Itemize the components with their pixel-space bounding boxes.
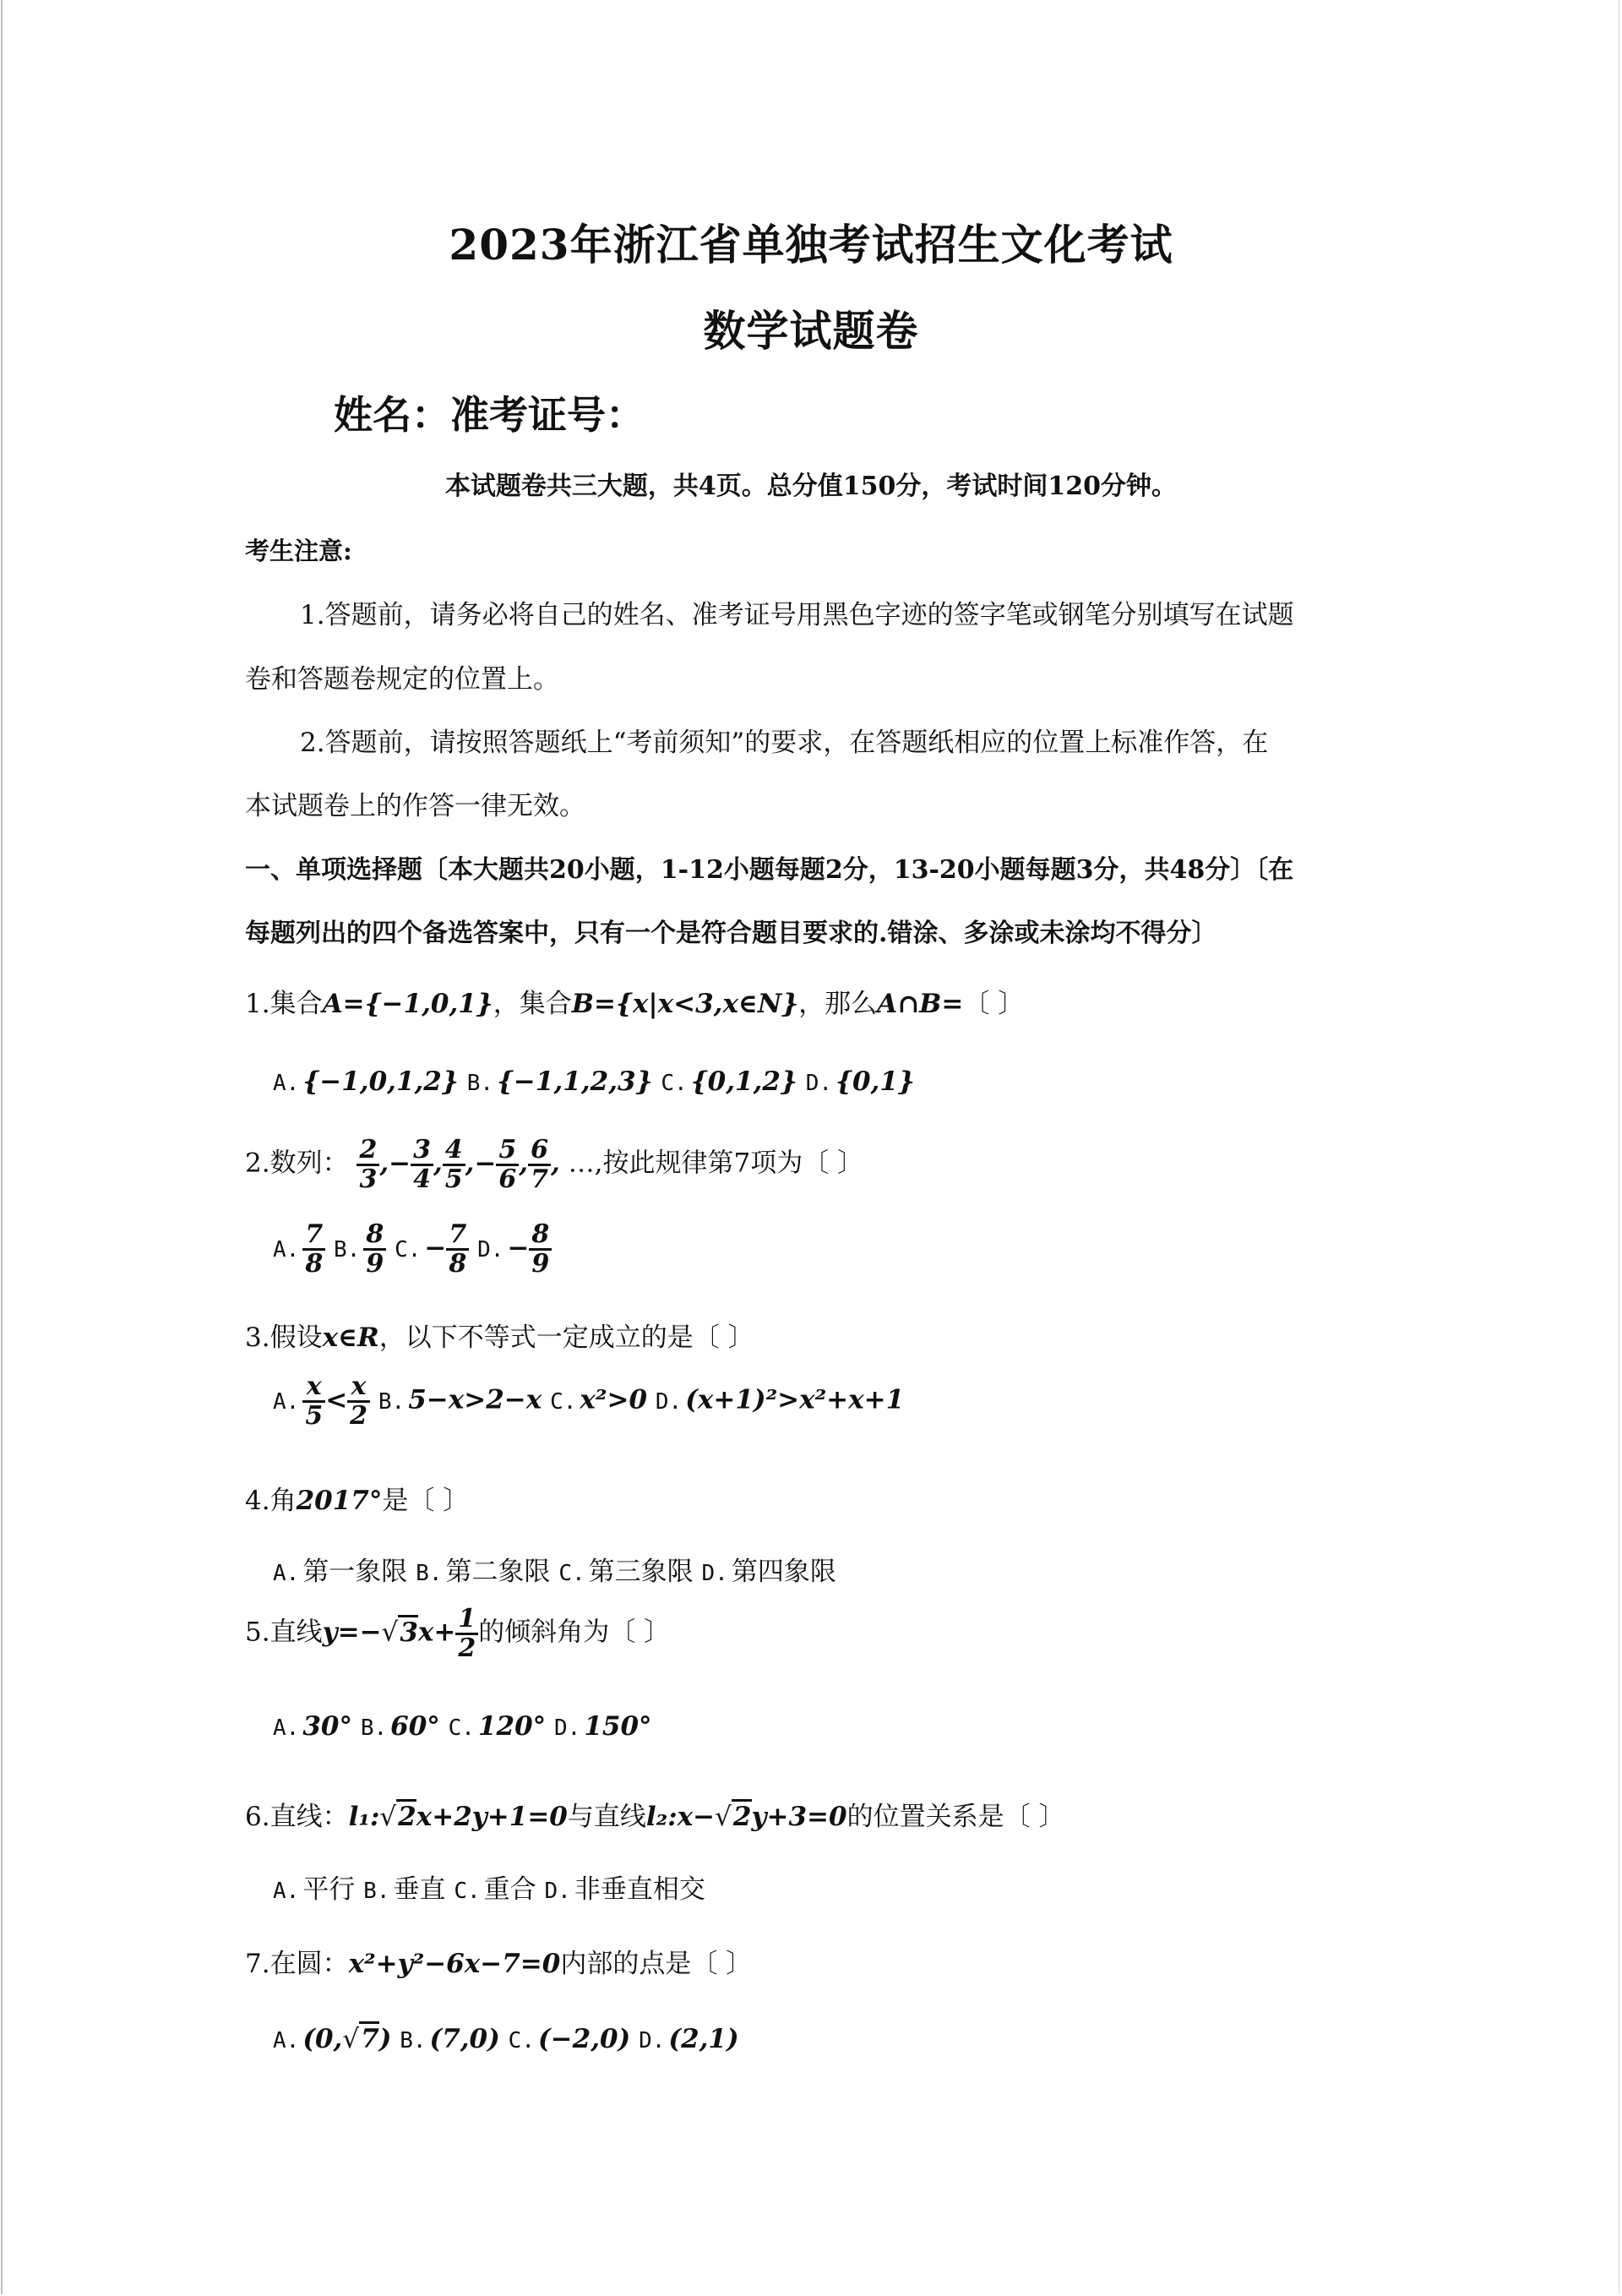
q2-term-5-numerator: 6 <box>528 1137 551 1166</box>
q6-number: 6. <box>245 1802 270 1832</box>
q2-option-b-value <box>363 1219 386 1279</box>
q3-number: 3. <box>245 1323 270 1353</box>
q3-option-d-letter: D. <box>655 1388 683 1415</box>
q2-option-d-value-fraction <box>529 1221 552 1277</box>
q5-text-1: 直线 <box>269 1617 323 1648</box>
q4-angle: 2017° <box>296 1486 383 1516</box>
q2-term-2 <box>389 1135 433 1194</box>
q2-term-4 <box>474 1135 519 1194</box>
q5-fraction: $\frac{1}{2}$ <box>455 1606 478 1661</box>
q2-option-a-value-fraction <box>302 1221 325 1277</box>
q6-text-1: 直线： <box>269 1802 349 1832</box>
question-1 <box>245 982 1024 1020</box>
q5-eq-root: 3 <box>398 1615 418 1648</box>
q6-line-2-root: 2 <box>732 1799 752 1832</box>
q2-option-b-value-denominator: 9 <box>366 1248 384 1279</box>
q7-answer-paren: 〔 〕 <box>691 1949 753 1979</box>
q2-option-c-value-fraction <box>446 1221 469 1277</box>
q3-a-fraction-1: $\frac{x}{5}$ <box>302 1373 325 1429</box>
q2-option-d-letter: D. <box>477 1236 504 1263</box>
q3-option-c: x²>0 <box>580 1384 648 1415</box>
note-2-line-2: 本试题卷上的作答一律无效。 <box>245 791 585 821</box>
q2-option-d-value-sign: − <box>507 1232 530 1263</box>
q2-term-3-numerator: 4 <box>443 1137 465 1166</box>
q3-option-a <box>302 1372 370 1431</box>
question-5: 5.直线y=−√3x+ $\frac{1}{2}$ 的倾斜角为〔 〕 <box>245 1604 671 1663</box>
q1-option-a-letter: A. <box>273 1071 300 1096</box>
q4-option-a: 第一象限 <box>302 1557 408 1587</box>
q1-option-a: {−1,0,1,2} <box>302 1066 459 1097</box>
q4-option-b: 第二象限 <box>445 1557 551 1587</box>
question-2 <box>245 1137 863 1192</box>
q3-answer-paren: 〔 〕 <box>693 1323 754 1353</box>
q2-term-4-fraction <box>496 1137 519 1192</box>
q6-line-1-root: 2 <box>396 1799 416 1832</box>
q6-line-2-rest: y+3=0 <box>751 1802 847 1832</box>
q7-text-1: 在圆： <box>269 1949 349 1979</box>
q3-options <box>273 1373 904 1429</box>
q5-option-b: 60° <box>390 1711 440 1742</box>
q2-term-5-fraction <box>528 1137 551 1192</box>
q6-line-2-name: l₂ <box>645 1802 668 1832</box>
q2-term-1-fraction <box>357 1137 379 1192</box>
q4-answer-paren: 〔 〕 <box>408 1486 470 1516</box>
q2-comma: , <box>550 1148 560 1179</box>
q6-text-3: 的位置关系是 <box>846 1802 1004 1832</box>
q2-term-1 <box>357 1135 379 1194</box>
q5-option-c: 120° <box>477 1711 547 1742</box>
q3-condition: x∈R <box>322 1323 379 1353</box>
q1-text-2: ，集合 <box>493 989 572 1019</box>
q7-option-c: (−2,0) <box>537 2024 631 2054</box>
q7-option-c-letter: C. <box>508 2028 535 2053</box>
q6-option-d: 非垂直相交 <box>574 1874 705 1905</box>
q1-option-c: {0,1,2} <box>690 1066 797 1097</box>
q4-option-d-letter: D. <box>701 1561 728 1586</box>
q7-option-a-letter: A. <box>273 2028 300 2053</box>
q2-comma: , <box>379 1148 389 1179</box>
exam-summary: 本试题卷共三大题，共4页。总分值150分，考试时间120分钟。 <box>444 472 1178 501</box>
q1-set-a: A={−1,0,1} <box>322 989 493 1019</box>
q2-option-c-value-denominator: 8 <box>449 1248 467 1279</box>
note-1-line-2: 卷和答题卷规定的位置上。 <box>245 664 559 695</box>
q2-option-a-value-denominator: 8 <box>305 1248 324 1279</box>
q6-option-b-letter: B. <box>363 1879 390 1904</box>
q2-comma: , <box>433 1148 443 1179</box>
q3-text-2: ，以下不等式一定成立的是 <box>378 1323 694 1353</box>
q1-option-c-letter: C. <box>661 1071 688 1096</box>
q2-term-3 <box>443 1135 465 1194</box>
q3-a-fraction-2: $\frac{x}{2}$ <box>347 1373 370 1429</box>
q2-option-c-value-sign: − <box>424 1232 447 1263</box>
q2-option-c <box>424 1219 469 1279</box>
q1-answer-paren: 〔 〕 <box>963 989 1025 1019</box>
q2-text-1: 数列： <box>269 1148 349 1179</box>
q2-option-d-value <box>507 1219 552 1279</box>
q2-text-2: …,按此规律第7项为 <box>568 1148 803 1179</box>
exam-title: 2023年浙江省单独考试招生文化考试 <box>449 220 1173 270</box>
q6-options <box>273 1868 705 1906</box>
q2-option-d <box>507 1219 552 1279</box>
question-6: 6.直线：l₁:√2x+2y+1=0与直线l₂:x−√2y+3=0的位置关系是〔 〕 <box>245 1795 1064 1833</box>
q2-option-a-value-numerator: 7 <box>302 1221 325 1251</box>
q3-a-operator: < <box>325 1384 348 1415</box>
q1-text-1: 集合 <box>269 989 323 1019</box>
q1-text-3: ，那么 <box>798 989 878 1019</box>
q5-option-a-letter: A. <box>273 1715 300 1741</box>
section-1-heading-line-2: 每题列出的四个备选答案中，只有一个是符合题目要求的.错涂、多涂或未涂均不得分〕 <box>245 919 1217 948</box>
note-2-line-1: 2.答题前，请按照答题纸上“考前须知”的要求，在答题纸相应的位置上标准作答，在 <box>300 728 1269 758</box>
q2-term-5-denominator: 7 <box>531 1164 548 1194</box>
q2-term-1-numerator: 2 <box>357 1137 379 1166</box>
q4-option-b-letter: B. <box>416 1561 443 1586</box>
q5-text-2: 的倾斜角为 <box>478 1617 610 1648</box>
q3-text-1: 假设 <box>269 1323 323 1353</box>
q2-term-2-sign: − <box>389 1148 411 1179</box>
q2-term-2-numerator: 3 <box>411 1137 433 1166</box>
q2-option-a-letter: A. <box>273 1236 300 1263</box>
q2-term-1-denominator: 3 <box>359 1164 378 1194</box>
q7-option-d: (2,1) <box>668 2024 739 2054</box>
q5-options <box>273 1711 652 1742</box>
q2-term-5 <box>528 1135 551 1194</box>
question-7 <box>245 1942 752 1980</box>
q1-set-b: B={x|x<3,x∈N} <box>571 989 799 1019</box>
q4-option-c-letter: C. <box>558 1561 585 1586</box>
q4-option-d: 第四象限 <box>731 1557 836 1587</box>
q2-term-4-sign: − <box>474 1148 497 1179</box>
q1-option-b: {−1,1,2,3} <box>497 1066 653 1097</box>
notes-heading: 考生注意: <box>245 537 352 565</box>
q5-option-b-letter: B. <box>360 1715 388 1741</box>
q6-line-1-rest: x+2y+1=0 <box>416 1802 568 1832</box>
section-1-heading-line-1: 一、单项选择题〔本大题共20小题，1-12小题每题2分，13-20小题每题3分，共48分〕〔在 <box>245 855 1294 885</box>
q4-text-2: 是 <box>382 1486 409 1516</box>
q7-option-a: (0,√7) <box>302 2021 391 2054</box>
q3-option-d: (x+1)²>x²+x+1 <box>685 1384 905 1415</box>
q3-option-b: 5−x>2−x <box>408 1384 542 1415</box>
q2-options <box>273 1221 552 1277</box>
note-1-line-1: 1.答题前，请务必将自己的姓名、准考证号用黑色字迹的签字笔或钢笔分别填写在试题 <box>300 600 1294 630</box>
q4-number: 4. <box>245 1486 270 1516</box>
q5-option-d-letter: D. <box>554 1715 581 1741</box>
q6-option-b: 垂直 <box>393 1874 446 1905</box>
q2-option-a-value <box>302 1219 325 1279</box>
q2-term-2-denominator: 4 <box>413 1164 431 1194</box>
q2-option-c-value <box>424 1219 469 1279</box>
q2-option-b-value-numerator: 8 <box>363 1221 386 1251</box>
q5-eq-pre: y=− <box>322 1617 382 1648</box>
q2-number: 2. <box>245 1148 270 1179</box>
q2-option-b <box>363 1219 386 1279</box>
q2-option-a <box>302 1219 325 1279</box>
q2-term-3-fraction <box>443 1137 465 1192</box>
q1-option-b-letter: B. <box>466 1071 493 1096</box>
q2-term-3-denominator: 5 <box>444 1164 463 1194</box>
q7-option-b: (7,0) <box>429 2024 500 2054</box>
q6-text-2: 与直线 <box>567 1802 646 1832</box>
q1-option-d-letter: D. <box>805 1071 833 1096</box>
q6-option-c: 重合 <box>483 1874 536 1905</box>
q2-option-c-value-numerator: 7 <box>446 1221 469 1251</box>
question-4 <box>245 1479 469 1517</box>
q7-option-b-letter: B. <box>400 2028 427 2053</box>
q5-number: 5. <box>245 1617 270 1648</box>
q5-option-d: 150° <box>584 1711 652 1742</box>
q7-text-2: 内部的点是 <box>560 1949 692 1979</box>
q4-option-a-letter: A. <box>273 1561 300 1586</box>
q2-comma: , <box>465 1148 475 1179</box>
q6-option-a-letter: A. <box>273 1879 300 1904</box>
q3-option-a-letter: A. <box>273 1388 300 1415</box>
q2-answer-paren: 〔 〕 <box>803 1148 864 1179</box>
q4-option-c: 第三象限 <box>588 1557 694 1587</box>
q6-option-c-letter: C. <box>454 1879 481 1904</box>
q5-answer-paren: 〔 〕 <box>609 1617 671 1648</box>
q1-number: 1. <box>245 989 270 1019</box>
q7-option-d-letter: D. <box>639 2028 666 2053</box>
q7-number: 7. <box>245 1949 270 1979</box>
q6-line-2-pre: x− <box>677 1802 716 1832</box>
q1-expression: A∩B= <box>877 989 964 1019</box>
q7-equation: x²+y²−6x−7=0 <box>348 1949 561 1979</box>
q3-option-c-letter: C. <box>550 1388 577 1415</box>
q2-option-b-value-fraction <box>363 1221 386 1277</box>
q2-option-d-value-numerator: 8 <box>529 1221 552 1251</box>
q1-options <box>273 1066 915 1097</box>
question-3 <box>245 1316 754 1354</box>
q6-option-a: 平行 <box>302 1874 356 1905</box>
q5-eq-mid: x+ <box>417 1617 456 1648</box>
q5-option-c-letter: C. <box>448 1715 475 1741</box>
q2-term-4-numerator: 5 <box>496 1137 519 1166</box>
q2-term-2-fraction <box>411 1137 433 1192</box>
exam-subtitle: 数学试题卷 <box>703 306 919 356</box>
q6-option-d-letter: D. <box>544 1879 571 1904</box>
q2-option-d-value-denominator: 9 <box>531 1248 550 1279</box>
q4-options <box>273 1550 836 1588</box>
name-id-line: 姓名：准考证号： <box>334 392 645 438</box>
q1-option-d: {0,1} <box>835 1066 915 1097</box>
q2-option-c-letter: C. <box>395 1236 422 1263</box>
q2-comma: , <box>519 1148 529 1179</box>
q3-option-b-letter: B. <box>378 1388 406 1415</box>
q4-text-1: 角 <box>269 1486 297 1516</box>
q2-sequence <box>357 1135 560 1194</box>
q7-options <box>273 2024 739 2054</box>
q5-option-a: 30° <box>302 1711 352 1742</box>
q2-option-b-letter: B. <box>334 1236 361 1263</box>
q6-answer-paren: 〔 〕 <box>1004 1802 1065 1832</box>
q2-term-4-denominator: 6 <box>498 1164 517 1194</box>
q6-line-1-name: l₁ <box>348 1802 370 1832</box>
